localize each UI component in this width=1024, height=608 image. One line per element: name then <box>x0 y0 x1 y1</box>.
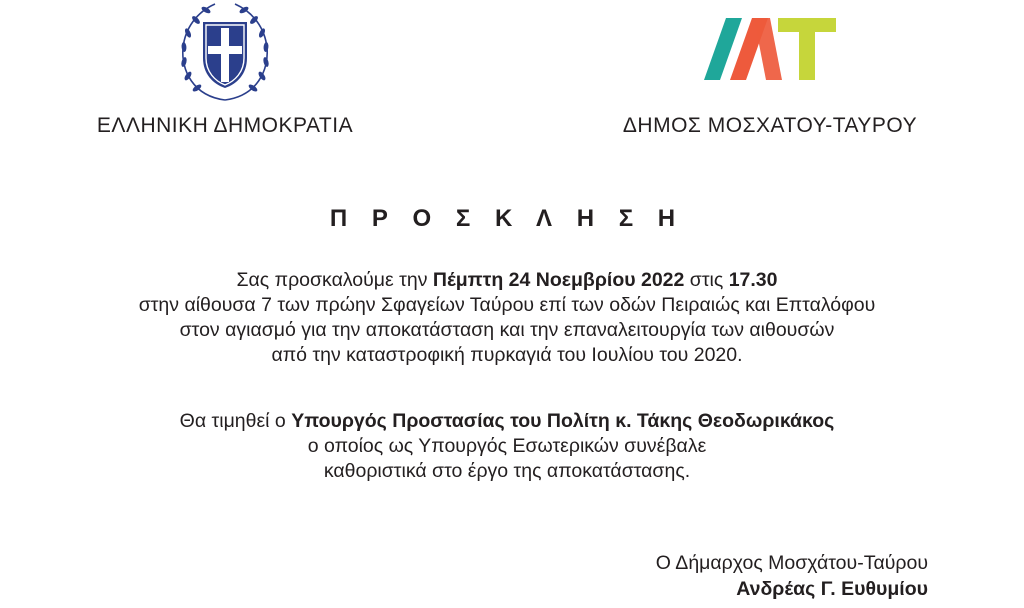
header-right-text: ΔΗΜΟΣ ΜΟΣΧΑΤΟΥ-ΤΑΥΡΟΥ <box>622 114 918 137</box>
signature-block <box>656 550 928 602</box>
event-time: 17.30 <box>728 269 778 291</box>
paragraph-1-line-4: από την καταστροφική πυρκαγιά του Ιουλίου του 2020. <box>271 344 743 366</box>
line-1-mid: στις <box>684 269 729 291</box>
paragraph-2-line-3: καθοριστικά στο έργο της αποκατάστασης. <box>323 460 691 482</box>
header-left <box>60 0 390 138</box>
honoree: Υπουργός Προστασίας του Πολίτη κ. Τάκης Θεοδωρικάκος <box>291 410 835 432</box>
paragraph-1-line-2: στην αίθουσα 7 των πρώην Σφαγείων Ταύρου επί των οδών Πειραιώς και Επταλόφου <box>138 294 876 316</box>
event-date: Πέμπτη 24 Νοεμβρίου <box>432 269 636 291</box>
paragraph-1-line-3: στον αγιασμό για την αποκατάσταση και την επαναλειτουργία των αιθουσών <box>179 319 835 341</box>
event-year: 2022 <box>635 269 685 291</box>
invitation-title: Π Ρ Ο Σ Κ Λ Η Σ Η <box>329 205 685 232</box>
invitation-paragraph-1 <box>0 268 1014 368</box>
signature-name <box>656 576 928 602</box>
header-right <box>600 0 940 138</box>
paragraph-2-line-1 <box>0 409 1014 434</box>
paragraph-2-line-2: ο οποίος ως Υπουργός Εσωτερικών συνέβαλε <box>307 435 707 457</box>
line-1-prefix: Θα τιμηθεί ο <box>179 410 292 432</box>
mayor-name: Ανδρέας Γ. Ευθυμίου <box>736 578 928 600</box>
header-left-text: ΕΛΛΗΝΙΚΗ ΔΗΜΟΚΡΑΤΙΑ <box>96 114 354 137</box>
paragraph-1-line-1 <box>0 268 1014 293</box>
line-1-prefix: Σας προσκαλούμε την <box>236 269 433 291</box>
signature-role: Ο Δήμαρχος Μοσχάτου-Ταύρου <box>655 552 928 574</box>
invitation-paragraph-2 <box>0 409 1014 484</box>
greek-coat-of-arms-icon <box>175 0 275 104</box>
municipality-mt-logo-icon <box>700 14 840 82</box>
